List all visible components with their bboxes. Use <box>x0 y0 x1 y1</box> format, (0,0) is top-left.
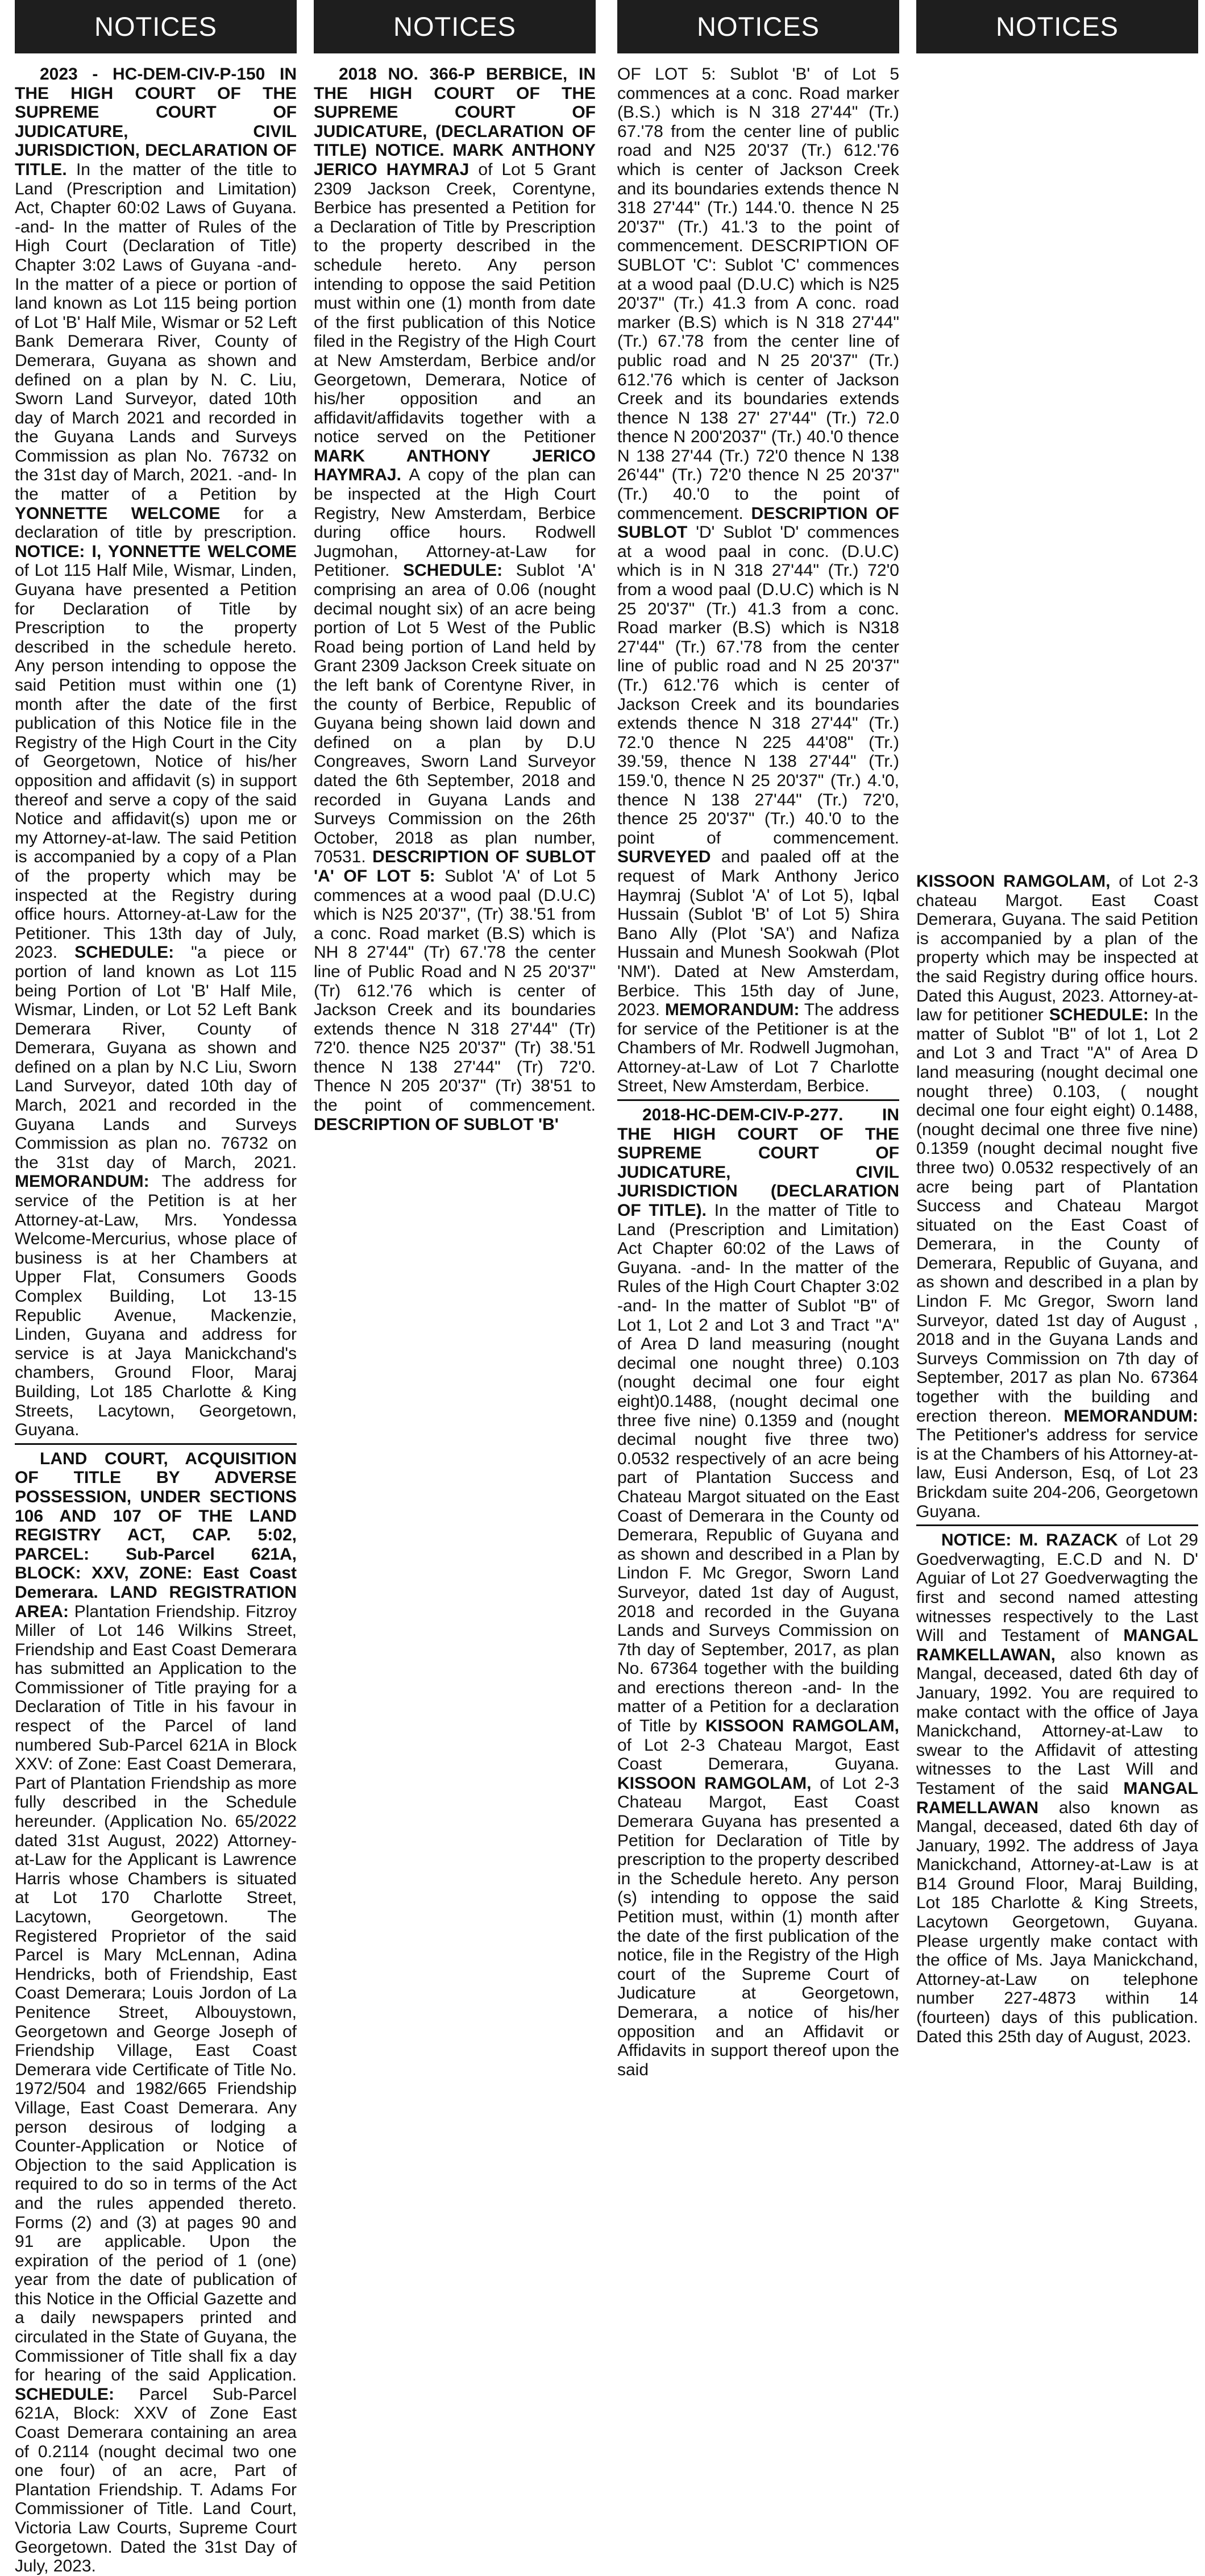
column-header: NOTICES <box>916 0 1198 53</box>
notice-divider <box>916 1524 1198 1526</box>
notice-haymraj-declaration: 2018 NO. 366-P BERBICE, IN THE HIGH COURT OF THE SUPREME COURT OF JUDICATURE, (DECLARATION OF TITLE) NOTICE. MARK ANTHONY JERICO HAYMRAJ of Lot 5 Grant 2309 Jackson Creek, Corentyne, Berbice has presented a Petition for a Declaration of Title by Prescription to the property described in the schedule hereto. Any person intending to oppose the said Petition must within one (1) month from date of the first publication of this Notice filed in the Registry of the High Court at New Amsterdam, Berbice and/or Georgetown, Demerara, Notice of his/her opposition and an affidavit/affidavits together with a notice served on the Petitioner MARK ANTHONY JERICO HAYMRAJ. A copy of the plan can be inspected at the High Court Registry, New Amsterdam, Berbice during office hours. Rodwell Jugmohan, Attorney-at-Law for Petitioner. SCHEDULE: Sublot 'A' comprising an area of 0.06 (nought decimal nought six) of an acre being portion of Lot 5 West of the Public Road being portion of Land held by Grant 2309 Jackson Creek situate on the left bank of Corentyne River, in the county of Berbice, Republic of Guyana being shown laid down and defined on a plan by D.U Congreaves, Sworn Land Surveyor dated the 6th September, 2018 and recorded in Guyana Lands and Surveys Commission on the 26th October, 2018 as plan number, 70531. DESCRIPTION OF SUBLOT 'A' OF LOT 5: Sublot 'A' of Lot 5 commences at a wood paal (D.U.C) which is N25 20'37", (Tr) 38.'51 from a conc. Road market (B.S) which is NH 8 27'44" (Tr) 67.'78 the center line of Public Road and N 25 20'37" (Tr) 612.'76 which is center of Jackson Creek and its boundaries extends thence N 318 27'44" (Tr) 72'0. thence N25 20'37" (Tr) 38.'51 thence N 138 27'44" (Tr) 72'0. Thence N 205 20'37" (Tr) 38'51 to the point of commencement. DESCRIPTION OF SUBLOT 'B' <box>314 65 596 1134</box>
notice-haymraj-continued: OF LOT 5: Sublot 'B' of Lot 5 commences at a conc. Road marker (B.S.) which is N 318 27'44" (Tr.) 67.'78 from the center line of public road and N25 20'37 (Tr.) 612.'76 which is center of Jackson Creek and its boundaries extends thence N 318 27'44" (Tr.) 144.'0. thence N 25 20'37" (Tr.) 41.'3 to the point of commencement. DESCRIPTION OF SUBLOT 'C': Sublot 'C' commences at a wood paal (D.U.C) which is N25 20'37" (Tr.) 41.3 from A conc. road marker (B.S) which is N 318 27'44" (Tr.) 67.'78 from the center line of public road and N 25 20'37" (Tr.) 612.'76 which is center of Jackson Creek and its boundaries extends thence N 138 27' 27'44" (Tr.) 72.0 thence N 200'2037" (Tr.) 40.'0 thence N 138 27'44 (Tr.) 72'0 thence N 138 26'44" (Tr.) 72'0 thence N 25 20'37" (Tr.) 40.'0 to the point of commencement. DESCRIPTION OF SUBLOT 'D' Sublot 'D' commences at a wood paal in conc. (D.U.C) which is in N 318 27'44" (Tr.) 72'0 from a wood paal (D.U.C) which is N 25 20'37" (Tr.) 41.3 from a conc. Road marker (B.S) which is N318 27'44" (Tr.) 67.'78 from the center line of public road and N 25 20'37" (Tr.) 612.'76 which is center of Jackson Creek and its boundaries extends thence N 318 27'44" (Tr.) 72.'0 thence N 225 44'08" (Tr.) 39.'59, thence N 138 27'44" (Tr.) 159.'0, thence N 25 20'37" (Tr.) 4.'0, thence N 138 27'44" (Tr.) 72'0, thence 25 20'37" (Tr.) 40.'0 to the point of commencement. SURVEYED and paaled off at the request of Mark Anthony Jerico Haymraj (Sublot 'A' of Lot 5), Iqbal Hussain (Sublot 'B' of Lot 5) Shira Bano Ally (Plot 'SA') and Nafiza Hussain and Munesh Sookwah (Plot 'NM'). Dated at New Amsterdam, Berbice. This 15th day of June, 2023. MEMORANDUM: The address for service of the Petitioner is at the Chambers of Mr. Rodwell Jugmohan, Attorney-at-Law of Lot 7 Charlotte Street, New Amsterdam, Berbice. <box>617 65 899 1096</box>
notice-land-court-friendship: LAND COURT, ACQUISITION OF TITLE BY ADVERSE POSSESSION, UNDER SECTIONS 106 AND 107 OF THE LAND REGISTRY ACT, CAP. 5:02, PARCEL: Sub-Parcel 621A, BLOCK: XXV, ZONE: East Coast Demerara. LAND REGISTRATION AREA: Plantation Friendship. Fitzroy Miller of Lot 146 Wilkins Street, Friendship and East Coast Demerara has submitted an Application to the Commissioner of Title praying for a Declaration of Title in his favour in respect of the Parcel of land numbered Sub-Parcel 621A in Block XXV: of Zone: East Coast Demerara, Part of Plantation Friendship as more fully described in the Schedule hereunder. (Application No. 65/2022 dated 31st August, 2022) Attorney-at-Law for the Applicant is Lawrence Harris whose Chambers is situated at Lot 170 Charlotte Street, Lacytown, Georgetown. The Registered Proprietor of the said Parcel is Mary McLennan, Adina Hendricks, both of Friendship, East Coast Demerara; Louis Jordon of La Penitence Street, Albouystown, Georgetown and George Joseph of Friendship Village, East Coast Demerara vide Certificate of Title No. 1972/504 and 1982/665 Friendship Village, East Coast Demerara. Any person desirous of lodging a Counter-Application or Notice of Objection to the said Application is required to do so in terms of the Act and the rules appended thereto. Forms (2) and (3) at pages 90 and 91 are applicable. Upon the expiration of the period of 1 (one) year from the date of publication of this Notice in the Official Gazette and a daily newspapers printed and circulated in the State of Guyana, the Commissioner of Title shall fix a day for hearing of the said Application. SCHEDULE: Parcel Sub-Parcel 621A, Block: XXV of Zone East Coast Demerara containing an area of 0.2114 (nought decimal two one one four) of an acre, Part of Plantation Friendship. T. Adams For Commissioner of Title. Land Court, Victoria Law Courts, Supreme Court Georgetown. Dated the 31st Day of July, 2023. <box>15 1449 297 2576</box>
column-3 <box>617 0 899 2079</box>
notice-ramgolam-continued: KISSOON RAMGOLAM, of Lot 2-3 chateau Margot. East Coast Demerara, Guyana. The said Petition is accompanied by a plan of the property which may be inspected at the said Registry during office hours. Dated this August, 2023. Attorney-at-law for petitioner SCHEDULE: In the matter of Sublot "B" of lot 1, Lot 2 and Lot 3 and Tract "A" of Area D land measuring (nought decimal one nought three) 0.103, ( nought decimal one four eight eight) 0.1488, (nought decimal one three five nine) 0.1359 (nought decimal nought five three two) 0.0532 respectively of an acre being part of Plantation Success and Chateau Margot situated on the East Coast of Demerara, in the County of Demerara, Republic of Guyana, and as shown and described in a plan by Lindon F. Mc Gregor, Sworn land Surveyor, dated 1st day of August , 2018 and in the Guyana Lands and Surveys Commission on 7th day of September, 2017 as plan No. 67364 together with the building and erection thereon. MEMORANDUM: The Petitioner's address for service is at the Chambers of his Attorney-at-law, Eusi Anderson, Esq, of Lot 23 Brickdam suite 204-206, Georgetown Guyana. <box>916 872 1199 1521</box>
column-body <box>314 53 596 1134</box>
column-body <box>15 53 297 2576</box>
column-header: NOTICES <box>617 0 899 53</box>
column-header: NOTICES <box>314 0 596 53</box>
notice-razack-witnesses: NOTICE: M. RAZACK of Lot 29 Goedverwagting, E.C.D and N. D' Aguiar of Lot 27 Goedverwagting the first and second named attesting witnesses respectively to the Last Will and Testament of MANGAL RAMKELLAWAN, also known as Mangal, deceased, dated 6th day of January, 1992. You are required to make contact with the office of Jaya Manickchand, Attorney-at-Law to swear to the Affidavit of attesting witnesses to the Last Will and Testament of the said MANGAL RAMELLAWAN also known as Mangal, deceased, dated 6th day of January, 1992. The address of Jaya Manickchand, Attorney-at-Law is at B14 Ground Floor, Maraj Building, Lot 185 Charlotte & King Streets, Lacytown Georgetown, Guyana. Please urgently make contact with the office of Ms. Jaya Manickchand, Attorney-at-Law on telephone number 227-4873 within 14 (fourteen) days of this publication. Dated this 25th day of August, 2023. <box>916 1531 1198 2046</box>
column-body <box>617 53 899 2079</box>
notice-divider <box>15 1443 297 1445</box>
column-header: NOTICES <box>15 0 297 53</box>
column-1 <box>15 0 297 2576</box>
notice-declaration-title-welcome: 2023 - HC-DEM-CIV-P-150 IN THE HIGH COURT OF THE SUPREME COURT OF JUDICATURE, CIVIL JURISDICTION, DECLARATION OF TITLE. In the matter of the title to Land (Prescription and Limitation) Act, Chapter 60:02 Laws of Guyana. -and- In the matter of Rules of the High Court (Declaration of Title) Chapter 3:02 Laws of Guyana -and- In the matter of a piece or portion of land known as Lot 115 being portion of Lot 'B' Half Mile, Wismar or 52 Left Bank Demerara River, County of Demerara, Guyana as shown and defined on a plan by N. C. Liu, Sworn Land Surveyor, dated 10th day of March 2021 and recorded in the Guyana Lands and Surveys Commission as plan No. 76732 on the 31st day of March, 2021. -and- In the matter of a Petition by YONNETTE WELCOME for a declaration of title by prescription. NOTICE: I, YONNETTE WELCOME of Lot 115 Half Mile, Wismar, Linden, Guyana have presented a Petition for Declaration of Title by Prescription to the property described in the schedule hereto. Any person intending to oppose the said Petition must within one (1) month after the date of the first publication of this Notice file in the Registry of the High Court in the City of Georgetown, Notice of his/her opposition and affidavit (s) in support thereof and serve a copy of the said Notice and affidavit(s) upon me or my Attorney-at-law. The said Petition is accompanied by a copy of a Plan of the property which may be inspected at the Registry during office hours. Attorney-at-Law for the Petitioner. This 13th day of July, 2023. SCHEDULE: "a piece or portion of land known as Lot 115 being Portion of Lot 'B' Half Mile, Wismar, Linden, or Lot 52 Left Bank Demerara River, County of Demerara, Guyana as shown and defined on a plan by N.C Liu, Sworn Land Surveyor, dated 10th day of March, 2021 and recorded in the Guyana Lands and Surveys Commission as plan no. 76732 on the 31st day of March, 2021. MEMORANDUM: The address for service of the Petition is at her Attorney-at-Law, Mrs. Yondessa Welcome-Mercurius, whose place of business is at her Chambers at Upper Flat, Consumers Goods Complex Building, Lot 13-15 Republic Avenue, Mackenzie, Linden, Guyana and address for service is at Jaya Manickchand's chambers, Ground Floor, Maraj Building, Lot 185 Charlotte & King Streets, Lacytown, Georgetown, Guyana. <box>15 65 297 1440</box>
column-body <box>916 53 1198 2046</box>
notice-ramgolam-declaration: 2018-HC-DEM-CIV-P-277. IN THE HIGH COURT OF THE SUPREME COURT OF JUDICATURE, CIVIL JURISDICTION (DECLARATION OF TITLE). In the matter of Title to Land (Prescription and Limitation) Act Chapter 60:02 of the Laws of Guyana. -and- In the matter of the Rules of the High Court Chapter 3:02 -and- In the matter of Sublot "B" of Lot 1, Lot 2 and Lot 3 and Tract "A" of Area D land measuring (nought decimal one nought three) 0.103 (nought decimal one four eight eight)0.1488, (nought decimal one three five nine) 0.1359 and (nought decimal nought five three two) 0.0532 respectively of an acre being part of Plantation Success and Chateau Margot situated on the East Coast of Demerara in the County od Demerara, Republic of Guyana and as shown and described in a Plan by Lindon F. Mc Gregor, Sworn Land Surveyor, dated 1st day of August, 2018 and recorded in the Guyana Lands and Surveys Commission on 7th day of September, 2017, as plan No. 67364 together with the building and erections thereon -and- In the matter of a Petition for a declaration of Title by KISSOON RAMGOLAM, of Lot 2-3 Chateau Margot, East Coast Demerara, Guyana. KISSOON RAMGOLAM, of Lot 2-3 Chateau Margot, East Coast Demerara Guyana has presented a Petition for Declaration of Title by prescription to the property described in the Schedule hereto. Any person (s) intending to oppose the said Petition must, within (1) month after the date of the first publication of the notice, file in the Registry of the High court of the Supreme Court of Judicature at Georgetown, Demerara, a notice of his/her opposition and an Affidavit or Affidavits in support thereof upon the said <box>617 1106 900 2079</box>
notice-divider <box>617 1099 899 1101</box>
blank-space <box>916 65 1198 872</box>
column-2 <box>314 0 596 1134</box>
column-4 <box>916 0 1198 2046</box>
